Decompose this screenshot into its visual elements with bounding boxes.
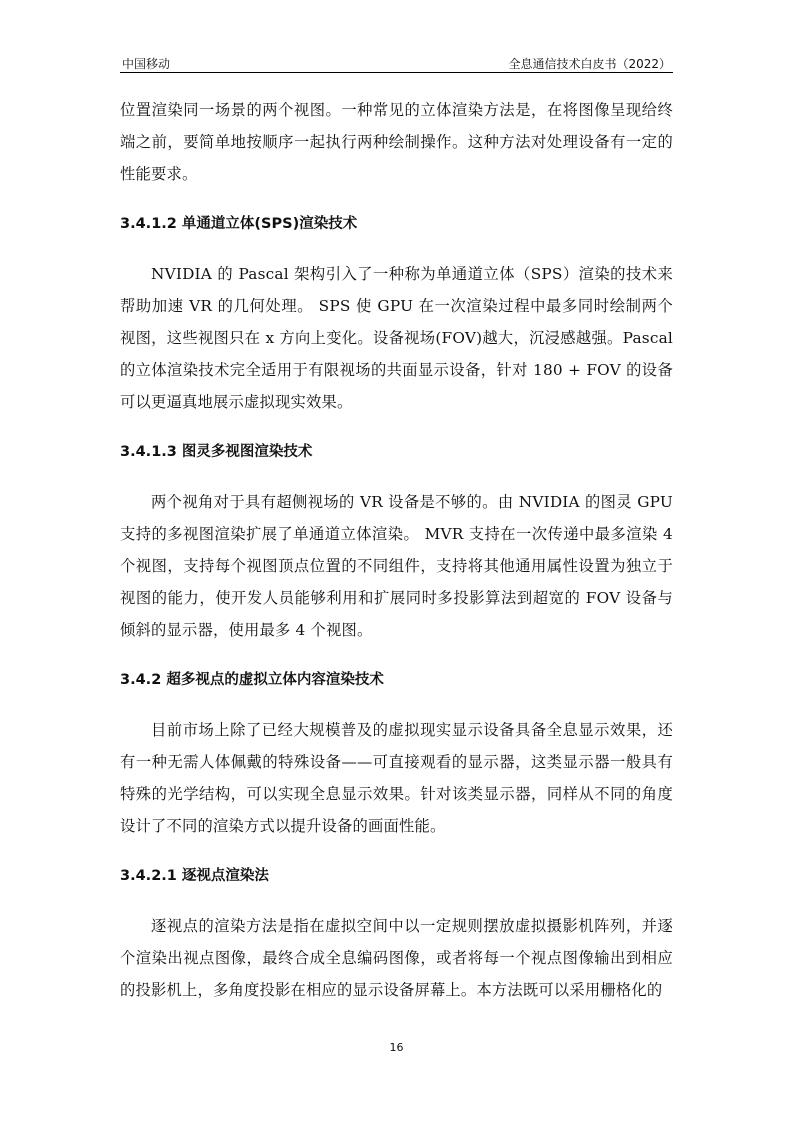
paragraph-super-multiview: 目前市场上除了已经大规模普及的虚拟现实显示设备具备全息显示效果，还有一种无需人体佩戴的特殊设备——可直接观看的显示器，这类显示器一般具有特殊的光学结构，可以实现全息显示效果。针对该类显示器，同样从不同的角度设计了不同的渲染方式以提升设备的画面性能。 (120, 721, 673, 835)
paragraph-sps: NVIDIA 的 Pascal 架构引入了一种称为单通道立体（SPS）渲染的技术来帮助加速 VR 的几何处理。 SPS 使 GPU 在一次渲染过程中最多同时绘制两个视图，这些视图只在 x 方向上变化。设备视场(FOV)越大，沉浸感越强。Pascal 的立体渲染技术完全适用于有限视场的共面显示设备，针对 180 + FOV 的设备可以更逼真地展示虚拟现实效果。 (120, 265, 673, 411)
header-document-title: 全息通信技术白皮书（2022） (508, 57, 671, 71)
heading-3-4-2: 3.4.2 超多视点的虚拟立体内容渲染技术 (120, 672, 384, 688)
heading-3-4-1-3: 3.4.1.3 图灵多视图渲染技术 (120, 444, 313, 460)
page-body (120, 94, 673, 1006)
heading-3-4-1-2: 3.4.1.2 单通道立体(SPS)渲染技术 (120, 216, 358, 232)
heading-3-4-2-1: 3.4.2.1 逐视点渲染法 (120, 868, 269, 884)
header-divider (120, 72, 673, 73)
paragraph-per-view-rendering: 逐视点的渲染方法是指在虚拟空间中以一定规则摆放虚拟摄影机阵列，并逐个渲染出视点图像，最终合成全息编码图像，或者将每一个视点图像输出到相应的投影机上，多角度投影在相应的显示设备屏幕上。本方法既可以采用栅格化的 (120, 917, 673, 999)
page-number: 16 (389, 1041, 404, 1054)
paragraph-multiview: 两个视角对于具有超侧视场的 VR 设备是不够的。由 NVIDIA 的图灵 GPU 支持的多视图渲染扩展了单通道立体渲染。 MVR 支持在一次传递中最多渲染 4 个视图，支持每个视图顶点位置的不同组件，支持将其他通用属性设置为独立于视图的能力，使开发人员能够利用和扩展同时多投影算法到超宽的 FOV 设备与倾斜的显示器，使用最多 4 个视图。 (120, 493, 673, 639)
page-header (120, 56, 673, 72)
paragraph-continued: 位置渲染同一场景的两个视图。一种常见的立体渲染方法是，在将图像呈现给终端之前，要简单地按顺序一起执行两种绘制操作。这种方法对处理设备有一定的性能要求。 (120, 101, 673, 183)
header-org-name: 中国移动 (122, 57, 171, 71)
